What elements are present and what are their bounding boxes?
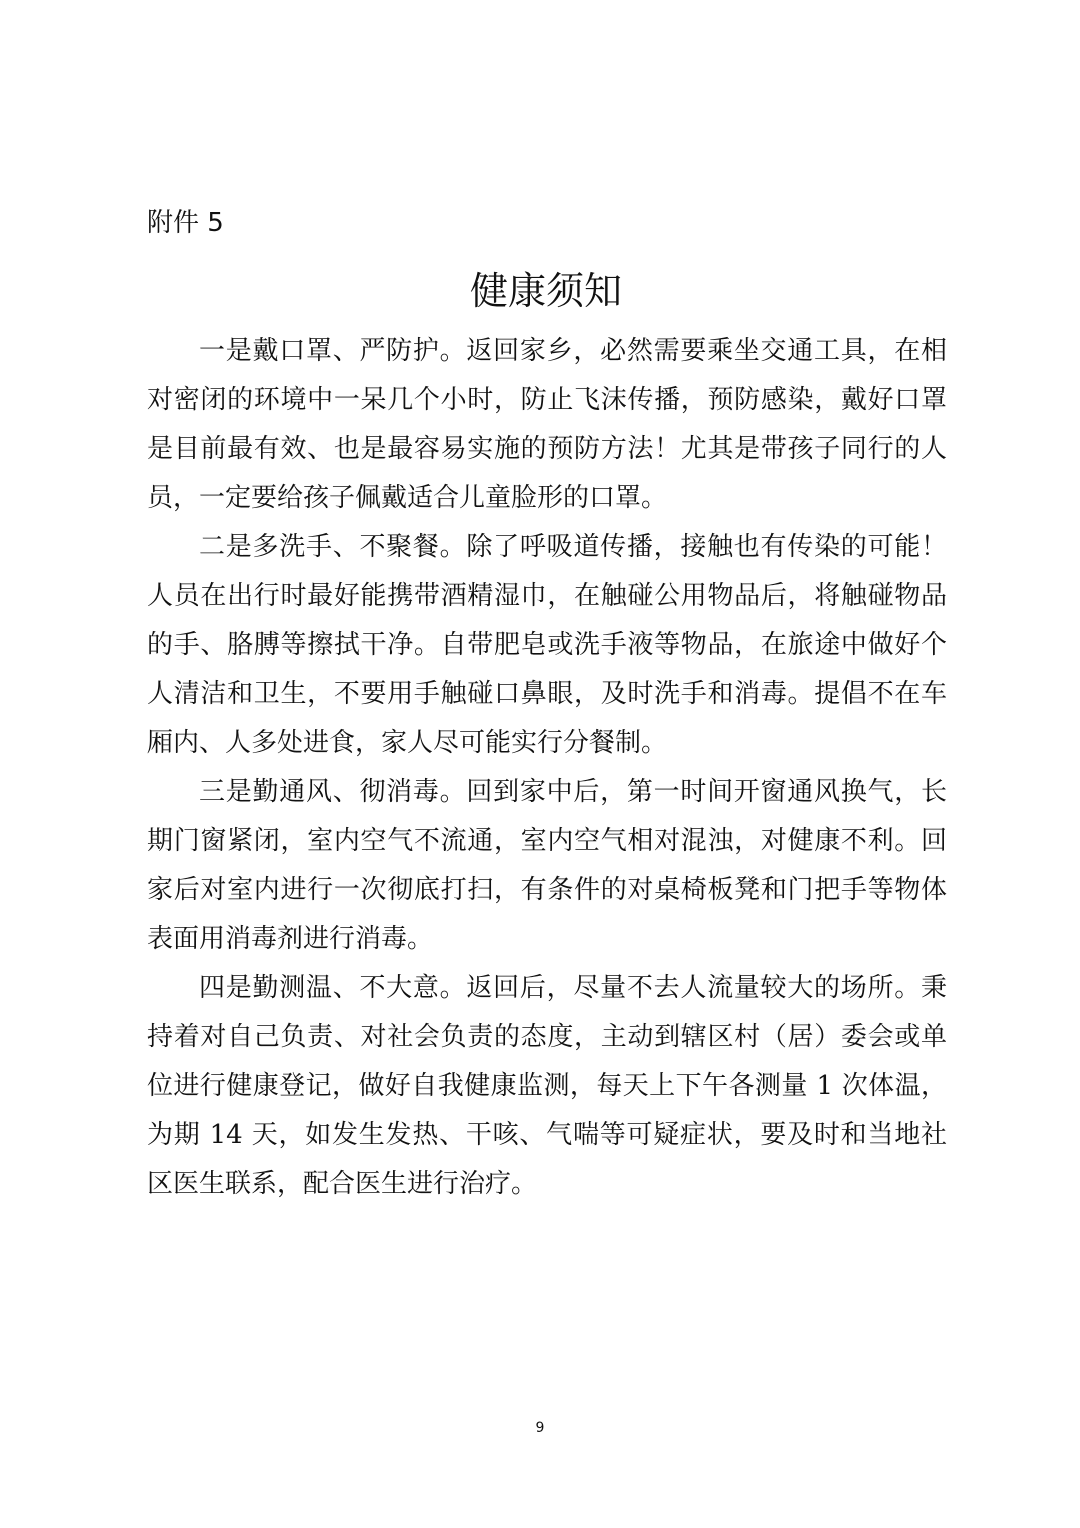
document-title: 健康须知 bbox=[469, 269, 622, 313]
document-body bbox=[147, 327, 947, 1209]
paragraph-hand-washing: 二是多洗手、不聚餐。除了呼吸道传播，接触也有传染的可能！人员在出行时最好能携带酒精湿巾，在触碰公用物品后，将触碰物品的手、胳膊等擦拭干净。自带肥皂或洗手液等物品，在旅途中做好个人清洁和卫生，不要用手触碰口鼻眼，及时洗手和消毒。提倡不在车厢内、人多处进食，家人尽可能实行分餐制。 bbox=[147, 532, 947, 758]
paragraph-mask-protection: 一是戴口罩、严防护。返回家乡，必然需要乘坐交通工具，在相对密闭的环境中一呆几个小时，防止飞沫传播，预防感染，戴好口罩是目前最有效、也是最容易实施的预防方法！尤其是带孩子同行的人员，一定要给孩子佩戴适合儿童脸形的口罩。 bbox=[147, 336, 947, 513]
paragraph-temperature-monitoring: 四是勤测温、不大意。返回后，尽量不去人流量较大的场所。秉持着对自己负责、对社会负责的态度，主动到辖区村（居）委会或单位进行健康登记，做好自我健康监测，每天上下午各测量 1 次体温，为期 14 天，如发生发热、干咳、气喘等可疑症状，要及时和当地社区医生联系，配合医生进行治疗。 bbox=[147, 973, 947, 1199]
attachment-label: 附件 5 bbox=[147, 208, 224, 238]
paragraph-ventilation-disinfection: 三是勤通风、彻消毒。回到家中后，第一时间开窗通风换气，长期门窗紧闭，室内空气不流通，室内空气相对混浊，对健康不利。回家后对室内进行一次彻底打扫，有条件的对桌椅板凳和门把手等物体表面用消毒剂进行消毒。 bbox=[147, 777, 947, 954]
page-number: 9 bbox=[535, 1420, 545, 1436]
